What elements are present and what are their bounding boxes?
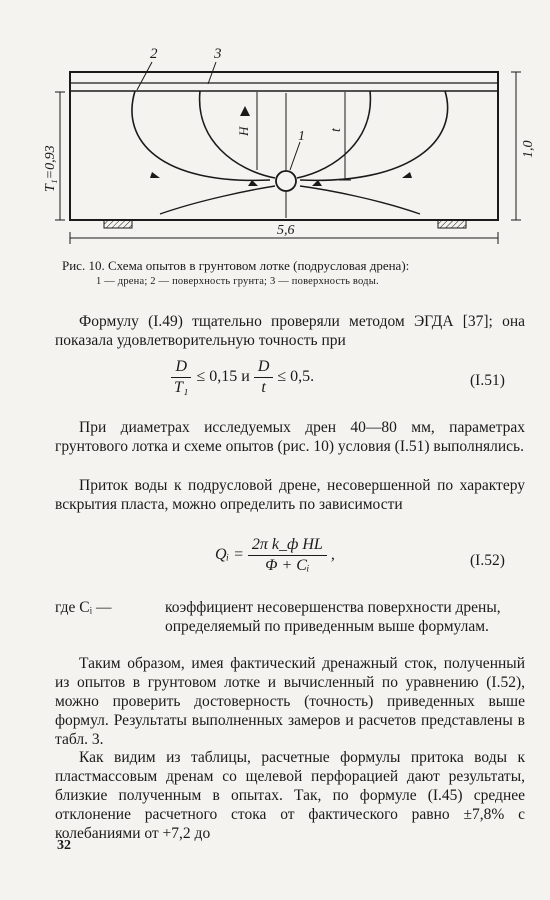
support-block-left	[104, 220, 132, 228]
page-number: 32	[57, 838, 71, 853]
equation-number-i52: (I.52)	[470, 552, 505, 569]
paragraph-1: Формулу (I.49) тщательно проверяли методом ЭГДА [37]; она показала удовлетворительную точность при	[55, 313, 525, 349]
streamline-inner-right	[297, 91, 370, 178]
fraction-d-t	[254, 358, 274, 397]
height-label: 1,0	[521, 140, 536, 158]
h-label: H	[236, 126, 251, 136]
paragraph-4: Таким образом, имея фактический дренажный сток, полученный из опытов в грунтовом лотке и вычисленный по уравнению (I.52), можно проверить достоверность (точность) приведенных выше формул. Результаты выполненных замеров и расчетов представлены в табл. 3.	[55, 655, 525, 748]
paragraph-3: Приток воды к подрусловой дрене, несовершенной по характеру вскрытия пласта, можно определить по зависимости	[55, 477, 525, 513]
flume-diagram	[0, 0, 550, 255]
flow-arrow	[240, 106, 250, 116]
formula-i51	[170, 358, 314, 397]
formula-i52	[215, 536, 335, 575]
callout-1-label: 1	[298, 129, 305, 144]
callout-1-leader	[290, 142, 300, 170]
streamline-outer-right	[300, 91, 448, 180]
denominator: t	[261, 379, 266, 396]
paragraph-5: Как видим из таблицы, расчетные формулы притока воды к пластмассовым дренам со щелевой перфорацией дают результаты, близкие полученным в опытах. Так, по формуле (I.45) среднее отклонение расчетного стока от фактического равно ±7,8% с колебаниями от +7,2 до	[55, 749, 525, 842]
where-text: коэффициент несовершенства поверхности дрены, определяемый по приведенным выше формулам.	[165, 599, 501, 635]
where-label: где Cᵢ —	[55, 599, 112, 616]
denominator: Φ + Cᵢ	[265, 557, 310, 574]
width-label: 5,6	[277, 223, 295, 238]
paragraph-2: При диаметрах исследуемых дрен 40—80 мм, параметрах грунтового лотка и схеме опытов (рис. 10) условия (I.51) выполнялись.	[55, 419, 525, 455]
flow-arrow	[402, 172, 412, 178]
fraction-main	[248, 536, 327, 575]
numerator: D	[171, 358, 191, 378]
formula-lhs: Qᵢ =	[215, 546, 244, 564]
drain-pipe	[276, 171, 296, 191]
callout-3-label: 3	[214, 46, 222, 62]
equation-number-i51: (I.51)	[470, 372, 505, 389]
inequality-1: ≤ 0,15 и	[196, 368, 250, 386]
inequality-2: ≤ 0,5.	[277, 368, 315, 386]
figure-legend: 1 — дрена; 2 — поверхность грунта; 3 — поверхность воды.	[96, 276, 379, 287]
t-label: t	[329, 128, 344, 132]
flow-arrow	[150, 172, 160, 178]
denominator: T₁	[174, 379, 189, 396]
callout-2-leader	[137, 62, 152, 90]
numerator: 2π k_ф HL	[248, 536, 327, 556]
t1-label: T₁=0,93	[43, 145, 58, 192]
support-block-right	[438, 220, 466, 228]
callout-2-label: 2	[150, 46, 158, 62]
formula-tail: ,	[330, 546, 335, 564]
figure-caption: Рис. 10. Схема опытов в грунтовом лотке (подрусловая дрена):	[62, 258, 410, 273]
fraction-d-t1	[170, 358, 192, 397]
numerator: D	[254, 358, 274, 378]
